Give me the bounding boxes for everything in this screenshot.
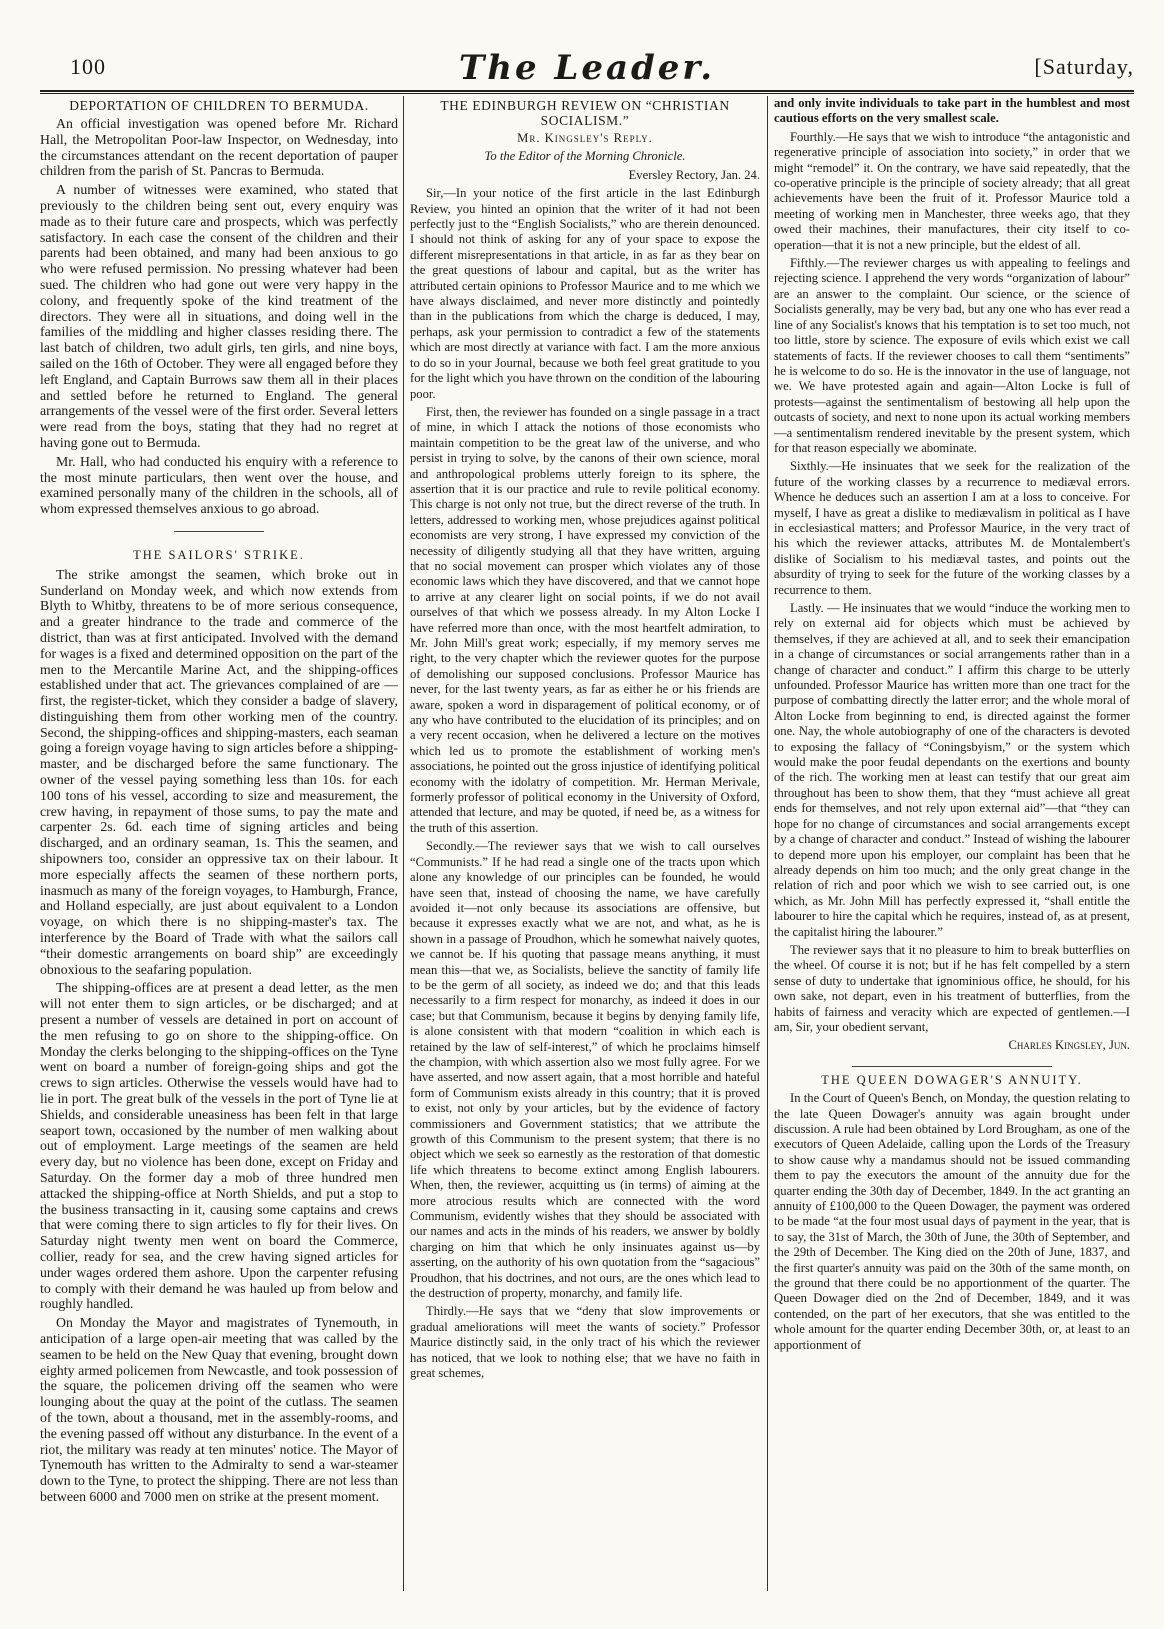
- letter-signature: Charles Kingsley, Jun.: [1008, 1038, 1130, 1053]
- letter-dateline: Eversley Rectory, Jan. 24.: [628, 167, 760, 182]
- column-1: [40, 96, 398, 1591]
- letter-addressee: To the Editor of the Morning Chronicle.: [484, 149, 686, 164]
- masthead: [40, 48, 1134, 92]
- issue-day: [Saturday,: [1034, 54, 1134, 79]
- paragraph: Secondly.—The reviewer says that we wish to call ourselves “Communists.” If he had read a single one of the tracts upon which alone any knowledge of our principles can be founded, he would have seen that, instead of choosing the name, we have carefully avoided it—not only because its associations are offensive, but because it expresses exactly what we are not, and what, as he is shown in a passage of Proudhon, which he somewhat naively quotes, we cannot be. If his quoting that passage means anything, it must mean this—that we, as Socialists, believe the sanctity of family life to be the germ of all society, as indeed we do; and that this leads necessarily to a firm respect for monarchy, as indeed it does in our case; but that Communism, because it begins by denying family life, is alone consistent with that modern “coalition in which each is retained by the law of self-interest,” of which he proclaims himself the champion, with which assertion also we most fully agree. For we have asserted, and now assert again, that a most horrible and hateful form of Communism exists already in this country; that it is proved to exist, not only by your articles, but by the evidence of factory commissioners and Government statistics; that we attribute the growth of this Communism to the present system; that there is no object which we seek so earnestly as the restoration of that domestic life which threatens to become extinct among English labourers. When, then, the reviewer, acquitting us (in terms) of aiming at the more atrocious results which are connected with the word Communism, evidently wishes that they should be associated with our names and acts in the minds of his readers, we answer by boldly charging on him that which he only insinuates against us—by asserting, on the authority of his own quotation from the “sagacious” Proudhon, that his doctrines, and not ours, are the ones which lead to the destruction of property, monarchy, and family life.: [410, 839, 760, 1301]
- masthead-rule: [40, 90, 1134, 94]
- paragraph: A number of witnesses were examined, who stated that previously to the children being sent out, every enquiry was made as to their future care and prospects, which was perfectly satisfactory. In each case the consent of the children and their parents had been obtained, and many had been anxious to go who were refused permission. No pressing whatever had been sued. The children who had gone out were very happy in the colony, and frequently spoke of the kind treatment of the directors. They were all in situations, and doing well in the families of the middling and higher classes residing there. The last batch of children, two adult girls, ten girls, and nine boys, sailed on the 16th of October. They were all engaged before they left England, and Captain Burrows saw them all in their places and settled before he returned to England. The general arrangements of the vessel were of the first order. Several letters were read from the boys, stating that they had no regret at having gone out to Bermuda.: [40, 182, 398, 450]
- paragraph: Fifthly.—The reviewer charges us with appealing to feelings and rejecting science. I apprehend the very words “organization of labour” are an answer to the complaint. Our science, or the science of Socialists generally, may be very bad, but any one who has ever read a line of any Socialist's knows that his temptation is to set too much, not too little, store by science. The exposure of evils which exist we call statements of facts. If the reviewer chooses to call them “sentiments” he is welcome to do so. He is the innovator in the use of language, not we. We have protested again and again—Alton Locke is full of protests—against the sentimentalism of bestowing all help upon the outcasts of society, and next to none upon its actual working members—a sentimentalism rendered inevitable by the present system, which for that reason especially we abominate.: [774, 256, 1130, 455]
- article-heading-queen-dowager: THE QUEEN DOWAGER'S ANNUITY.: [821, 1072, 1083, 1087]
- column-2: [410, 96, 760, 1591]
- column-rule-1: [403, 96, 404, 1591]
- article-subheading: Mr. Kingsley's Reply.: [517, 131, 653, 145]
- article-heading-bermuda: DEPORTATION OF CHILDREN TO BERMUDA.: [69, 98, 369, 113]
- paragraph: Mr. Hall, who had conducted his enquiry with a reference to the most minute particulars, then went over the house, and examined personally many of the children in the schools, all of whom expressed themselves anxious to go abroad.: [40, 453, 398, 517]
- paragraph-continued: and only invite individuals to take part in the humblest and most cautious efforts on the very smallest scale.: [774, 96, 1130, 126]
- paragraph: First, then, the reviewer has founded on a single passage in a tract of mine, in which I attack the notions of those economists who maintain competition to be the great law of the universe, and who persist in trying to solve, by the canons of their own science, moral and anthropological problems utterly foreign to its sphere, the assertion that it is our practice and rule to revile political economy. This charge is not only not true, but the direct reverse of the truth. In letters, addressed to working men, whose prejudices against political economists are very strong, I have expressed my conviction of the necessity of diligently studying all that they have written, arguing that no social movement can prosper which violates any of those economic laws which they have discovered, and that we cannot hope to arrive at any clearer light on social points, if we do not avail ourselves of that which we possess already. In my Alton Locke I have referred more than once, with the most heartfelt admiration, to Mr. John Mill's great work; especially, if my memory serves me right, to the very chapter which the reviewer quotes for the purpose of demolishing our supposed conclusions. Professor Maurice has never, for the last twenty years, as far as either he or his friends are aware, spoken a word in disparagement of political economy, or of any who have contributed to the elucidation of its principles; and on a very recent occasion, when he delivered a lecture on the motives which led us to promote the establishment of working men's associations, he pointed out the gross injustice of identifying political economy with the idolatry of competition. Mr. Herman Merivale, formerly professor of political economy in the University of Oxford, attended that lecture, and may be quoted, if need be, as a witness for the truth of this assertion.: [410, 404, 760, 835]
- article-divider: [174, 531, 264, 532]
- paragraph: Fourthly.—He says that we wish to introduce “the antagonistic and regenerative principle of association into society,” in order that we might “remodel” it. On the contrary, we have said repeatedly, that the co-operative principle is the principle of society already; that all great achievements have been the fruit of it. Professor Maurice told a meeting of working men in Manchester, three weeks ago, that they owed their machines, their manufactures, their city itself to co-operation—that it is not a new principle, but the eldest of all.: [774, 129, 1130, 252]
- paragraph: Sixthly.—He insinuates that we seek for the realization of the future of the working classes by a recurrence to mediæval errors. Whence he deduces such an assertion I am at a loss to conceive. For myself, I have as great a dislike to mediævalism in political as I have in ecclesiastical matters; and Professor Maurice, in the very tract of his which the reviewer attacks, attributes M. de Montalembert's dislike of Socialism to his mediæval tastes, and points out the absurdity of trying to seek for the future of the working classes by a recurrence to them.: [774, 459, 1130, 597]
- article-heading-edinburgh-review: THE EDINBURGH REVIEW ON “CHRISTIAN SOCIALISM.”: [440, 98, 730, 128]
- paragraph: The reviewer says that it no pleasure to him to break butterflies on the wheel. Of course it is not; but if he has felt compelled by a stern sense of duty to undertake that ignominious office, he should, for his own sake, not depart, even in his treatment of butterflies, from the habits of fairness and veracity which are expected of gentlemen.—I am, Sir, your obedient servant,: [774, 942, 1130, 1034]
- article-divider: [852, 1066, 1052, 1067]
- paragraph: Lastly. — He insinuates that we would “induce the working men to rely on external aid for objects which must be achieved by themselves, if they are achieved at all, and to seek their emancipation in a change of circumstances or social arrangements rather than in a change of character and conduct.” I affirm this charge to be utterly unfounded. Professor Maurice has written more than one tract for the purpose of combatting directly the latter error; and the whole moral of Alton Locke from beginning to end, is directed against the former one. Nay, the whole autobiography of one of the characters is devoted to exposing the fallacy of “Coningsbyism,” or the system which would make the poor feudal dependants on the exertions and bounty of the rich. The working men at least can testify that our great aim throughout has been to show them, that they “must achieve all great ends for themselves, and not rely upon external aid”—that “they can hope for no change of circumstances and social arrangements except by a change of character and conduct.” Instead of wishing the labourer to depend more upon his employer, our complaint has been that he already depends on him too much; and the only great change in the relation of rich and poor which we wish to see carried out, is one which, as Mr. John Mill has perfectly expressed it, “shall entitle the labourer to hire the capital which he requires, instead of, as at present, the capitalist hiring the labourer.”: [774, 601, 1130, 939]
- paragraph: The strike amongst the seamen, which broke out in Sunderland on Monday week, and which now extends from Blyth to Whitby, threatens to be of more serious consequence, and a greater hindrance to the trade and commerce of the district, than was at first anticipated. Involved with the demand for wages is a fixed and determined opposition on the part of the men to the Mercantile Marine Act, and the shipping-offices established under that act. The grievances complained of are — first, the register-ticket, which they consider a badge of slavery, distinguishing them from other working men of the country. Second, the shipping-offices and shipping-masters, each seaman going a foreign voyage having to sign articles before a shipping-master, and be discharged before the same functionary. The owner of the vessel paying something less than 10s. for each 100 tons of his vessel, according to size and measurement, the crew having, in repayment of those sums, to pay the mate and carpenter 2s. 6d. each time of signing articles and being discharged, and an ordinary seaman, 1s. This the seamen, and shipowners too, consider an oppressive tax on their labour. It more especially affects the seamen of these northern ports, inasmuch as many of the foreign voyages, to Hamburgh, France, and Holland especially, are just about equivalent to a London voyage, on which there is no shipping-master's tax. The interference by the Board of Trade with what the sailors call “their domestic arrangements on board ship” are exceedingly obnoxious to the seafaring population.: [40, 566, 398, 977]
- article-heading-sailors-strike: THE SAILORS' STRIKE.: [133, 547, 305, 562]
- paragraph: The shipping-offices are at present a dead letter, as the men will not enter them to sign articles, or be discharged; and at present a number of vessels are detained in port on account of the men refusing to go on shore to the shipping-office. On Monday the clerks belonging to the shipping-offices on the Tyne went on board a number of foreign-going ships and got the crews to sign articles. Otherwise the vessels would have had to lie in port. The great bulk of the vessels in the port of Tyne lie at Shields, and considerable uneasiness has been felt in that large seaport town, occasioned by the number of men walking about out of employment. Large meetings of the seamen are held every day, but no violence has been done, except on Friday and Saturday. On the former day a mob of three hundred men attacked the shipping-office at North Shields, and put a stop to the business transacting in it, causing some captains and crews that were coming there to sign articles to fly for their lives. On Saturday night twenty men went on board the Commerce, collier, ready for sea, and the crew having signed articles for under wages ordered them ashore. Upon the carpenter refusing to comply with their demand he was hauled up from below and roughly handled.: [40, 980, 398, 1312]
- column-3: [774, 96, 1130, 1591]
- paragraph: In the Court of Queen's Bench, on Monday, the question relating to the late Queen Dowager's annuity was again brought under discussion. A rule had been obtained by Lord Brougham, as one of the executors of Queen Adelaide, calling upon the Lords of the Treasury to show cause why a mandamus should not be issued commanding them to pay the executors the amount of the annuity due for the quarter ending the 30th day of December, 1849. In the act granting an annuity of £100,000 to the Queen Dowager, the payment was ordered to be made “at the four most usual days of payment in the year, that is to say, the 31st of March, the 30th of June, the 30th of September, and the 29th of December. The King died on the 20th of June, 1837, and the first quarter's annuity was paid on the 30th of the same month, on the ground that there could be no apportionment of the quarter. The Queen Dowager died on the 2nd of December, 1849, and it was contended, on the part of her executors, that she was entitled to the whole amount for the quarter ending December 30th, or, at least to an apportionment of: [774, 1091, 1130, 1352]
- column-rule-2: [767, 96, 768, 1591]
- paragraph: An official investigation was opened before Mr. Richard Hall, the Metropolitan Poor-law Inspector, on Wednesday, into the circumstances attendant on the recent deportation of pauper children from the parish of St. Pancras to Bermuda.: [40, 116, 398, 179]
- page-number: 100: [70, 54, 106, 79]
- paper-title: The Leader.: [458, 48, 716, 88]
- paragraph: On Monday the Mayor and magistrates of Tynemouth, in anticipation of a large open-air meeting that was called by the seamen to be held on the New Quay that evening, brought down eighty armed policemen from Newcastle, and took possession of the square, the policemen driving off the seamen who were lounging about the quay at the point of the cutlass. The seamen of the town, about a thousand, met in the assembly-rooms, and the evening passed off without any disturbance. In the event of a riot, the military was ready at ten minutes' notice. The Mayor of Tynemouth has written to the Admiralty to send a war-steamer down to the Tyne, to protect the shipping. There are not less than between 6000 and 7000 men on strike at the present moment.: [40, 1315, 398, 1504]
- paragraph: Thirdly.—He says that we “deny that slow improvements or gradual ameliorations will meet the wants of society.” Professor Maurice distinctly said, in the only tract of his which the reviewer has noticed, that we look to nothing else; that we have no faith in great schemes,: [410, 1304, 760, 1381]
- paragraph: Sir,—In your notice of the first article in the last Edinburgh Review, you hinted an opinion that the writer of it had not been perfectly just to the “English Socialists,” who are therein denounced. I should not think of asking for any of your space to expose the different misrepresentations in that article, in as far as they bear on the great questions of labour and capital, but as the writer has attributed certain opinions to Professor Maurice and to me which we have always disclaimed, and never more distinctly and pointedly than in the publications from which the charge is deduced, I may, perhaps, ask your permission to contradict a few of the statements which are most directly at variance with fact. I am the more anxious to do so in your Journal, because we both feel great gratitude to you for the light which you have thrown on the condition of the labouring poor.: [410, 186, 760, 401]
